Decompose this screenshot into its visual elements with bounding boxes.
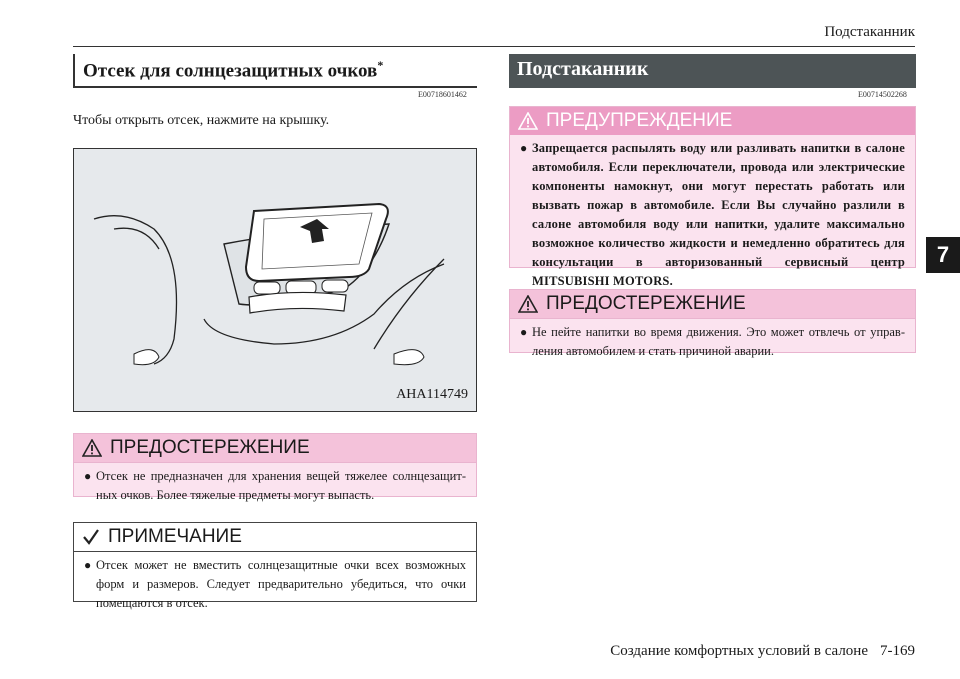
note-item: [74, 552, 476, 619]
header-title: Подстаканник: [824, 24, 915, 40]
caution-text: Отсек не предназначен для хранения вещей тяжелее солнцезащит-ных очков. Более тяжелые предметы могут выпасть.: [96, 469, 466, 502]
warning-box: [509, 106, 916, 288]
warning-text: Запрещается распылять воду или разливать напитки в салоне автомобиля. Если переключатели, провода или электрические компоненты намокнут, они могут перестать работать или вызвать пожар в автомобиле. Если Вы случайно разлили в салоне автомобиля воду или напитки, удалите максимально возможное количество жидкости и немедленно обратитесь для консультации в авторизованный сервисный центр MITSUBISHI MOTORS.: [532, 141, 905, 288]
footer-chapter-title: Создание комфортных условий в салоне: [610, 643, 868, 659]
caution-text: Не пейте напитки во время движения. Это может отвлечь от управ-ления автомобилем и стать причиной аварии.: [532, 325, 905, 358]
optional-mark: *: [377, 58, 384, 72]
section-title-text: Отсек для солнцезащитных очков: [83, 60, 378, 82]
caution-box-right: [509, 289, 916, 358]
page-number: 7-169: [880, 643, 915, 659]
warning-header: [510, 107, 915, 135]
note-heading: ПРИМЕЧАНИЕ: [108, 526, 242, 547]
warning-triangle-icon: [518, 295, 538, 313]
caution-box-left: [73, 433, 477, 502]
header-divider: [73, 46, 915, 47]
note-header: [74, 523, 476, 552]
chapter-tab: 7: [926, 237, 960, 273]
bullet-icon: ●: [84, 469, 92, 483]
caution-heading: ПРЕДОСТЕРЕЖЕНИЕ: [546, 293, 746, 314]
sunglasses-holder-figure: [73, 148, 477, 412]
figure-illustration: [74, 149, 478, 413]
check-mark-icon: [82, 528, 100, 546]
caution-item: [510, 319, 915, 367]
bullet-icon: ●: [520, 325, 528, 339]
caution-heading: ПРЕДОСТЕРЕЖЕНИЕ: [110, 437, 310, 458]
bullet-icon: ●: [84, 558, 92, 572]
note-text: Отсек может не вместить солнцезащитные очки всех возможных форм и размеров. Следует предварительно убедиться, что очки помещаются в отсек.: [96, 558, 466, 610]
section-title-cupholder: Подстаканник: [509, 54, 916, 88]
warning-heading: ПРЕДУПРЕЖДЕНИЕ: [546, 110, 733, 131]
section-code: E00718601462: [418, 90, 467, 99]
warning-triangle-icon: [82, 439, 102, 457]
bullet-icon: ●: [520, 141, 528, 155]
warning-triangle-icon: [518, 112, 538, 130]
note-box: [73, 522, 477, 610]
caution-header: [74, 434, 476, 463]
figure-id: AHA114749: [396, 387, 468, 402]
section-code: E00714502268: [858, 90, 907, 99]
intro-text: Чтобы открыть отсек, нажмите на крышку.: [73, 113, 330, 128]
caution-item: [74, 463, 476, 511]
section-title-sunglasses: [73, 54, 477, 88]
caution-header: [510, 290, 915, 319]
warning-item: [510, 135, 915, 297]
